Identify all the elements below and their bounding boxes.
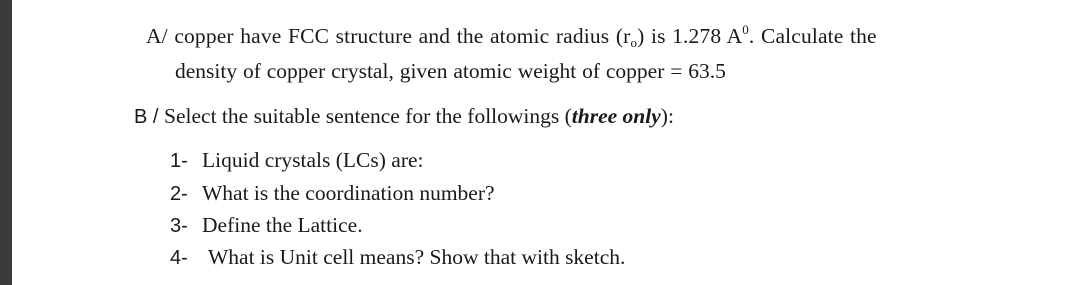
question-a-text-part-3: . Calculate the xyxy=(748,24,877,48)
list-item xyxy=(170,183,495,205)
question-b-title xyxy=(134,106,674,128)
question-b-emphasis: three only xyxy=(571,104,661,128)
list-item-number: 1- xyxy=(170,150,188,172)
question-b-label: B / xyxy=(134,106,159,128)
question-a-text-part-1: copper have FCC structure and the atomic radius (r xyxy=(174,24,631,48)
list-item-text: What is Unit cell means? Show that with sketch. xyxy=(208,245,626,269)
question-b-intro: Select the suitable sentence for the followings ( xyxy=(164,104,572,128)
radius-subscript: o xyxy=(630,35,638,50)
left-edge-bar xyxy=(0,0,12,285)
question-a-line-1 xyxy=(146,22,877,50)
question-a-text-part-2: ) is 1.278 A xyxy=(637,24,743,48)
list-item-text: Liquid crystals (LCs) are: xyxy=(202,148,424,172)
angstrom-superscript: 0 xyxy=(742,22,749,37)
question-a-line-2: density of copper crystal, given atomic weight of copper = 63.5 xyxy=(175,59,726,83)
list-item-number: 2- xyxy=(170,183,188,205)
question-b-tail: ): xyxy=(660,104,674,128)
list-item-number: 3- xyxy=(170,215,188,237)
list-item xyxy=(170,215,363,237)
list-item xyxy=(170,247,625,269)
list-item xyxy=(170,150,424,172)
list-item-number: 4- xyxy=(170,247,188,269)
list-item-text: What is the coordination number? xyxy=(202,181,495,205)
question-a-label: A/ xyxy=(146,24,168,48)
list-item-text: Define the Lattice. xyxy=(202,213,363,237)
